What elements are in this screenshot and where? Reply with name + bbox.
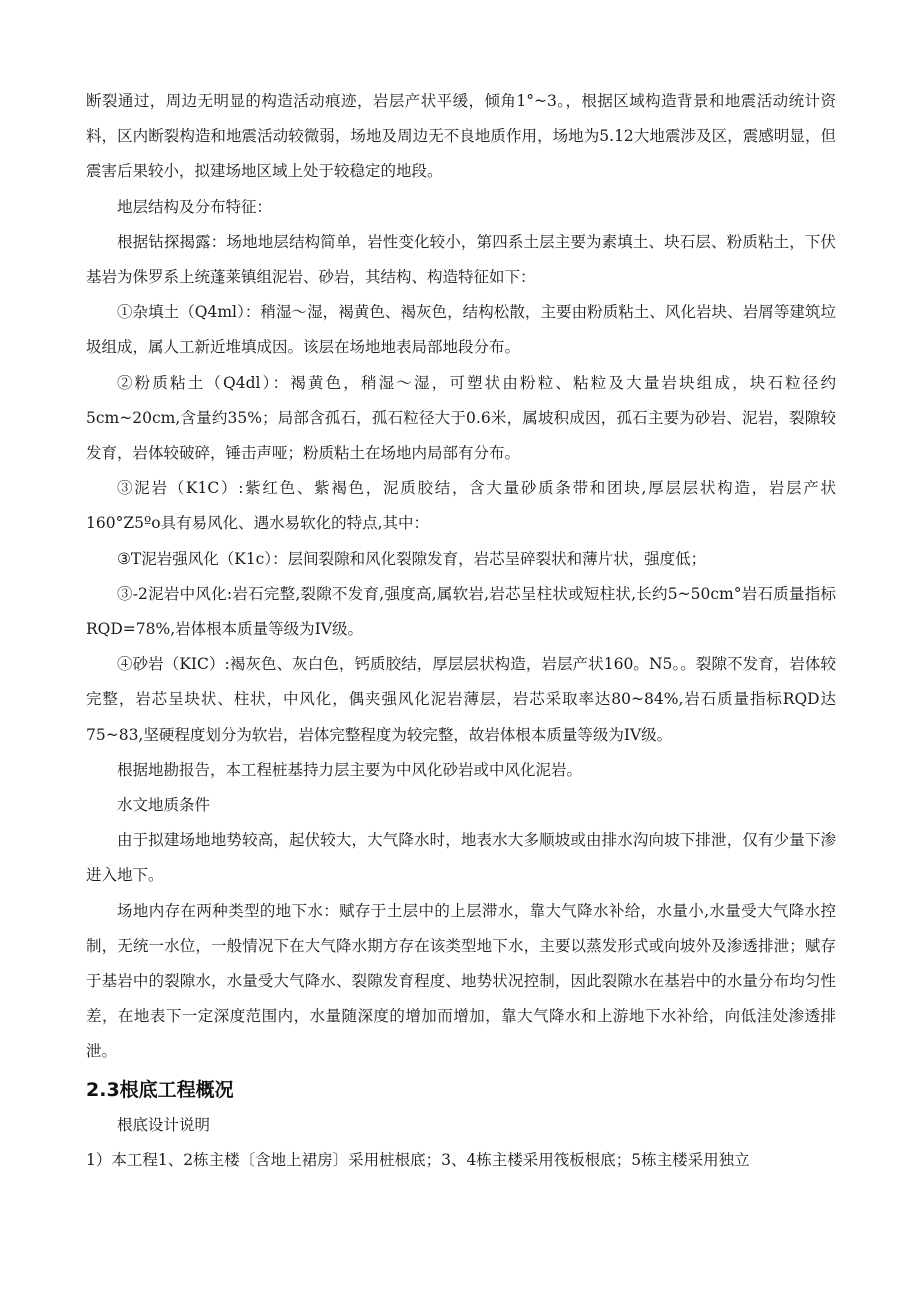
paragraph-silty-clay: ②粉质粘土（Q4dl）：褐黄色，稍湿～湿，可塑状由粉粒、粘粒及大量岩块组成，块石粒径约5cm~20cm,含量约35%；局部含孤石，孤石粒径大于0.6米，属坡积成因，孤石主要为砂岩、泥岩，裂隙较发育，岩体较破碎，锤击声哑；粉质粘土在场地内局部有分布。 (86, 373, 836, 463)
paragraph-surface-water: 由于拟建场地地势较高，起伏较大，大气降水时，地表水大多顺坡或由排水沟向坡下排泄，仅有少量下渗进入地下。 (86, 831, 836, 885)
document-body (86, 84, 836, 1178)
paragraph-mudstone-strong-weathered: ③T泥岩强风化（K1c）：层间裂隙和风化裂隙发育，岩芯呈碎裂状和薄片状，强度低； (117, 549, 707, 568)
section-heading: 2.3根底工程概况 (86, 1078, 234, 1101)
paragraph-foundation-design-title: 根底设计说明 (117, 1115, 211, 1134)
paragraph-mudstone: ③泥岩（K1C）:紫红色、紫褐色，泥质胶结，含大量砂质条带和团块,厚层层状构造，岩层产状160°Z5ºo具有易风化、遇水易软化的特点,其中： (86, 479, 836, 533)
paragraph-mudstone-moderate-weathered: ③-2泥岩中风化:岩石完整,裂隙不发育,强度高,属软岩,岩芯呈柱状或短柱状,长约5~50cm°岩石质量指标RQD=78%,岩体根本质量等级为IV级。 (86, 584, 836, 639)
paragraph-hydrogeology-title: 水文地质条件 (117, 796, 211, 815)
paragraph-strata-title: 地层结构及分布特征： (117, 197, 273, 216)
paragraph-bearing-layer: 根据地勘报告，本工程桩基持力层主要为中风化砂岩或中风化泥岩。 (117, 760, 583, 779)
paragraph-geology-stability: 断裂通过，周边无明显的构造活动痕迹，岩层产状平缓，倾角1°~3。，根据区域构造背景和地震活动统计资料，区内断裂构造和地震活动较微弱，场地及周边无不良地质作用，场地为5.12大地震涉及区，震感明显，但震害后果较小，拟建场地区域上处于较稳定的地段。 (86, 92, 836, 181)
paragraph-drilling-summary: 根据钻探揭露：场地地层结构简单，岩性变化较小，第四系土层主要为素填土、块石层、粉质粘土，下伏基岩为侏罗系上统蓬莱镇组泥岩、砂岩，其结构、构造特征如下： (86, 232, 836, 287)
paragraph-sandstone: ④砂岩（KIC）:褐灰色、灰白色，钙质胶结，厚层层状构造，岩层产状160。N5。。裂隙不发育，岩体较完整，岩芯呈块状、柱状，中风化，偶夹强风化泥岩薄层，岩芯采取率达80~84%,岩石质量指标RQD达75~83,坚硬程度划分为软岩，岩体完整程度为较完整，故岩体根本质量等级为IV级。 (86, 655, 836, 744)
paragraph-fill-soil: ①杂填土（Q4ml）：稍湿～湿，褐黄色、褐灰色，结构松散，主要由粉质粘土、风化岩块、岩屑等建筑垃圾组成，属人工新近堆填成因。该层在场地地表局部地段分布。 (86, 303, 836, 357)
paragraph-foundation-item-1: 1）本工程1、2栋主楼〔含地上裙房〕采用桩根底；3、4栋主楼采用筏板根底；5栋主楼采用独立 (86, 1151, 750, 1170)
paragraph-groundwater: 场地内存在两种类型的地下水：赋存于土层中的上层滞水，靠大气降水补给，水量小,水量受大气降水控制，无统一水位，一般情况下在大气降水期方存在该类型地下水，主要以蒸发形式或向坡外及渗透排泄；赋存于基岩中的裂隙水，水量受大气降水、裂隙发育程度、地势状况控制，因此裂隙水在基岩中的水量分布均匀性差，在地表下一定深度范围内，水量随深度的增加而增加，靠大气降水和上游地下水补给，向低洼处渗透排泄。 (86, 901, 836, 1061)
